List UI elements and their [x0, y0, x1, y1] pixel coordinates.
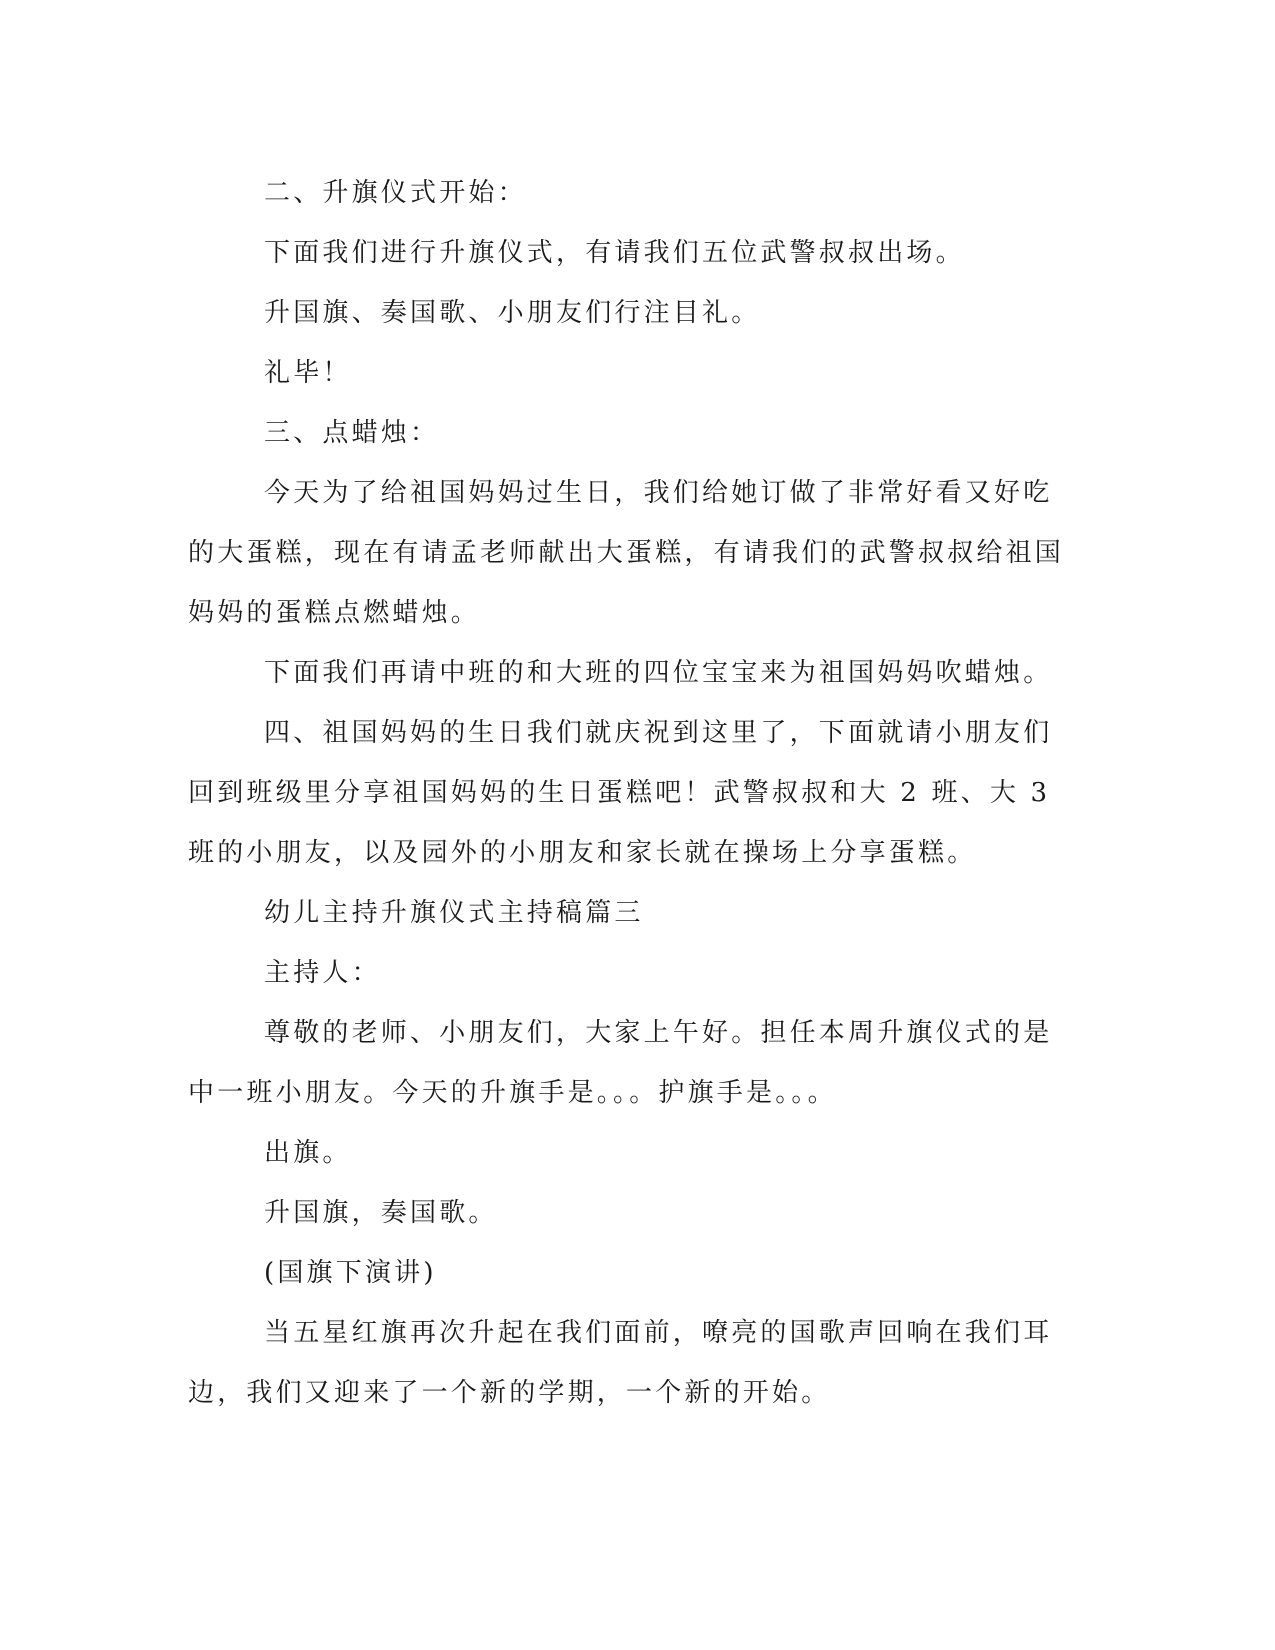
paragraph: 四、祖国妈妈的生日我们就庆祝到这里了，下面就请小朋友们回到班级里分享祖国妈妈的生日蛋糕吧！武警叔叔和大 2 班、大 3 班的小朋友，以及园外的小朋友和家长就在操场上分享蛋糕。 — [188, 718, 1053, 868]
paragraph: (国旗下演讲) — [264, 1258, 437, 1288]
paragraph: 主持人： — [264, 958, 381, 988]
document-body — [188, 163, 1068, 1423]
paragraph: 礼毕！ — [264, 358, 352, 388]
section-heading-flag-raising: 二、升旗仪式开始： — [264, 178, 527, 208]
paragraph: 出旗。 — [264, 1138, 352, 1168]
paragraph: 尊敬的老师、小朋友们，大家上午好。担任本周升旗仪式的是中一班小朋友。今天的升旗手是。。。护旗手是。。。 — [188, 1018, 1053, 1108]
section-heading-candles: 三、点蜡烛： — [264, 418, 440, 448]
paragraph: 升国旗、奏国歌、小朋友们行注目礼。 — [264, 298, 761, 328]
paragraph: 升国旗，奏国歌。 — [264, 1198, 498, 1228]
paragraph: 下面我们进行升旗仪式，有请我们五位武警叔叔出场。 — [264, 238, 965, 268]
paragraph: 下面我们再请中班的和大班的四位宝宝来为祖国妈妈吹蜡烛。 — [264, 658, 1053, 688]
article-title: 幼儿主持升旗仪式主持稿篇三 — [264, 898, 644, 928]
paragraph: 今天为了给祖国妈妈过生日，我们给她订做了非常好看又好吃的大蛋糕，现在有请孟老师献出大蛋糕，有请我们的武警叔叔给祖国妈妈的蛋糕点燃蜡烛。 — [188, 478, 1065, 628]
paragraph: 当五星红旗再次升起在我们面前，嘹亮的国歌声回响在我们耳边，我们又迎来了一个新的学期，一个新的开始。 — [188, 1318, 1053, 1408]
